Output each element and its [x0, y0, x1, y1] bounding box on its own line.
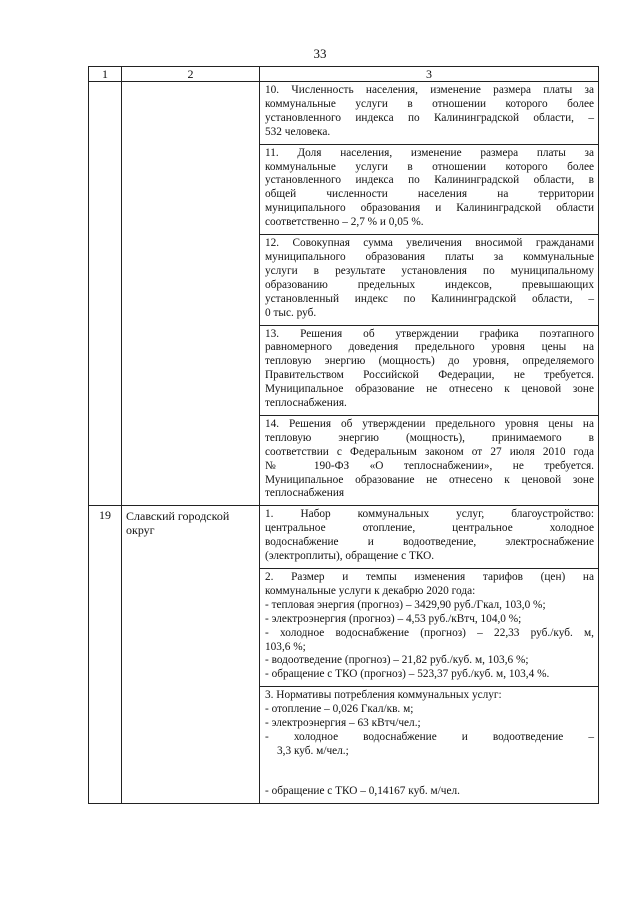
text-line: - отопление – 0,026 Гкал/кв. м;	[265, 703, 414, 716]
header-col-3: 3	[260, 67, 599, 82]
text-line: 3. Нормативы потребления коммунальных услуг:	[265, 689, 502, 702]
text-line: - электроэнергия – 63 кВтч/чел.;	[265, 717, 421, 730]
municipal-utilities-table	[88, 66, 599, 804]
text-line: 532 человека.	[265, 125, 331, 138]
text-line: 0 тыс. руб.	[265, 306, 317, 319]
text-line: водоснабжение и водоотведение, электроснабжение	[265, 536, 594, 549]
page-number: 33	[313, 46, 327, 61]
text-line: установленного индекса по Калининградской области, –	[265, 111, 594, 124]
text-line: соответствии с Федеральным законом от 27 июля 2010 года	[265, 445, 594, 458]
indicator-block-3	[260, 687, 598, 802]
text-line: 1. Набор коммунальных услуг, благоустройство:	[265, 508, 594, 521]
municipality-name-line: Славский городской	[126, 509, 230, 524]
text-line: тепловую энергию (мощность), принимаемого в	[265, 431, 594, 444]
text-line: 13. Решения об утверждении графика поэтапного	[265, 327, 594, 340]
text-line: - холодное водоснабжение и водоотведение –	[265, 730, 594, 743]
text-line: Муниципальное образование не отнесено к ценовой зоне	[265, 473, 594, 486]
table-row-19	[89, 506, 599, 803]
header-col-1: 1	[89, 67, 122, 82]
text-line: общей численности населения на территории	[265, 188, 594, 201]
municipality-name-line: округ	[126, 523, 155, 538]
indicator-block-13	[260, 326, 598, 416]
text-line: услуги в результате установления по муниципальному	[265, 264, 594, 277]
indicator-block-11	[260, 145, 598, 235]
text-line: установленный индекс по Калининградской области, –	[265, 292, 594, 305]
indicator-block-2	[260, 569, 598, 687]
table-header-row	[89, 67, 599, 82]
text-line: теплоснабжения	[265, 487, 345, 500]
indicator-block-1	[260, 506, 598, 569]
text-line: центральное отопление, центральное холодное	[265, 522, 594, 535]
text-line: 14. Решения об утверждении предельного уровня цены на	[265, 417, 594, 430]
text-line: равномерного доведения предельного уровня цены на	[265, 341, 594, 354]
text-line: образованию предельных индексов, превышающих	[265, 278, 594, 291]
indicator-block-12	[260, 235, 598, 325]
text-line: теплоснабжения.	[265, 397, 347, 410]
text-line: - обращение с ТКО (прогноз) – 523,37 руб./куб. м, 103,4 %.	[265, 668, 550, 681]
text-line: муниципального образования и Калининградской области	[265, 202, 594, 215]
text-line: - тепловая энергия (прогноз) – 3429,90 руб./Гкал, 103,0 %;	[265, 598, 546, 611]
text-line: 103,6 %;	[265, 640, 306, 653]
cell-indicators	[260, 506, 599, 803]
text-line: тепловую энергию (мощность) до уровня, определяемого	[265, 355, 594, 368]
text-line: коммунальные услуги к декабрю 2020 года:	[265, 584, 476, 597]
text-line: 3,3 куб. м/чел.;	[277, 744, 349, 757]
text-line: Правительством Российской Федерации, не требуется.	[265, 369, 594, 382]
indicator-block-10	[260, 82, 598, 145]
cell-number-empty	[89, 82, 122, 506]
indicator-block-14	[260, 416, 598, 505]
text-line: Муниципальное образование не отнесено к ценовой зоне	[265, 383, 594, 396]
text-line: соответственно – 2,7 % и 0,05 %.	[265, 216, 424, 229]
blank-line	[265, 759, 594, 785]
text-line: № 190-ФЗ «О теплоснабжении», не требуется.	[265, 459, 594, 472]
text-line: - холодное водоснабжение (прогноз) – 22,33 руб./куб. м,	[265, 626, 594, 639]
cell-municipality-empty	[122, 82, 260, 506]
text-line: 10. Численность населения, изменение размера платы за	[265, 84, 594, 96]
cell-indicators	[260, 82, 599, 506]
header-col-2: 2	[122, 67, 260, 82]
text-line: 11. Доля населения, изменение размера платы за	[265, 146, 594, 159]
row-number: 19	[89, 506, 122, 803]
text-line: - обращение с ТКО – 0,14167 куб. м/чел.	[265, 784, 460, 797]
municipality-name	[122, 506, 260, 803]
table-row-continued	[89, 82, 599, 506]
text-line: муниципального образования платы за коммунальные	[265, 250, 594, 263]
text-line: 12. Совокупная сумма увеличения вносимой гражданами	[265, 237, 594, 250]
text-line: - водоотведение (прогноз) – 21,82 руб./куб. м, 103,6 %;	[265, 654, 529, 667]
text-line: 2. Размер и темпы изменения тарифов (цен) на	[265, 571, 594, 583]
text-line: (электроплиты), обращение с ТКО.	[265, 550, 435, 563]
text-line: - электроэнергия (прогноз) – 4,53 руб./кВтч, 104,0 %;	[265, 612, 522, 625]
text-line: установленного индекса по Калининградской области, в	[265, 174, 594, 187]
text-line: коммунальные услуги в отношении которого более	[265, 160, 594, 173]
text-line: коммунальные услуги в отношении которого более	[265, 97, 594, 110]
